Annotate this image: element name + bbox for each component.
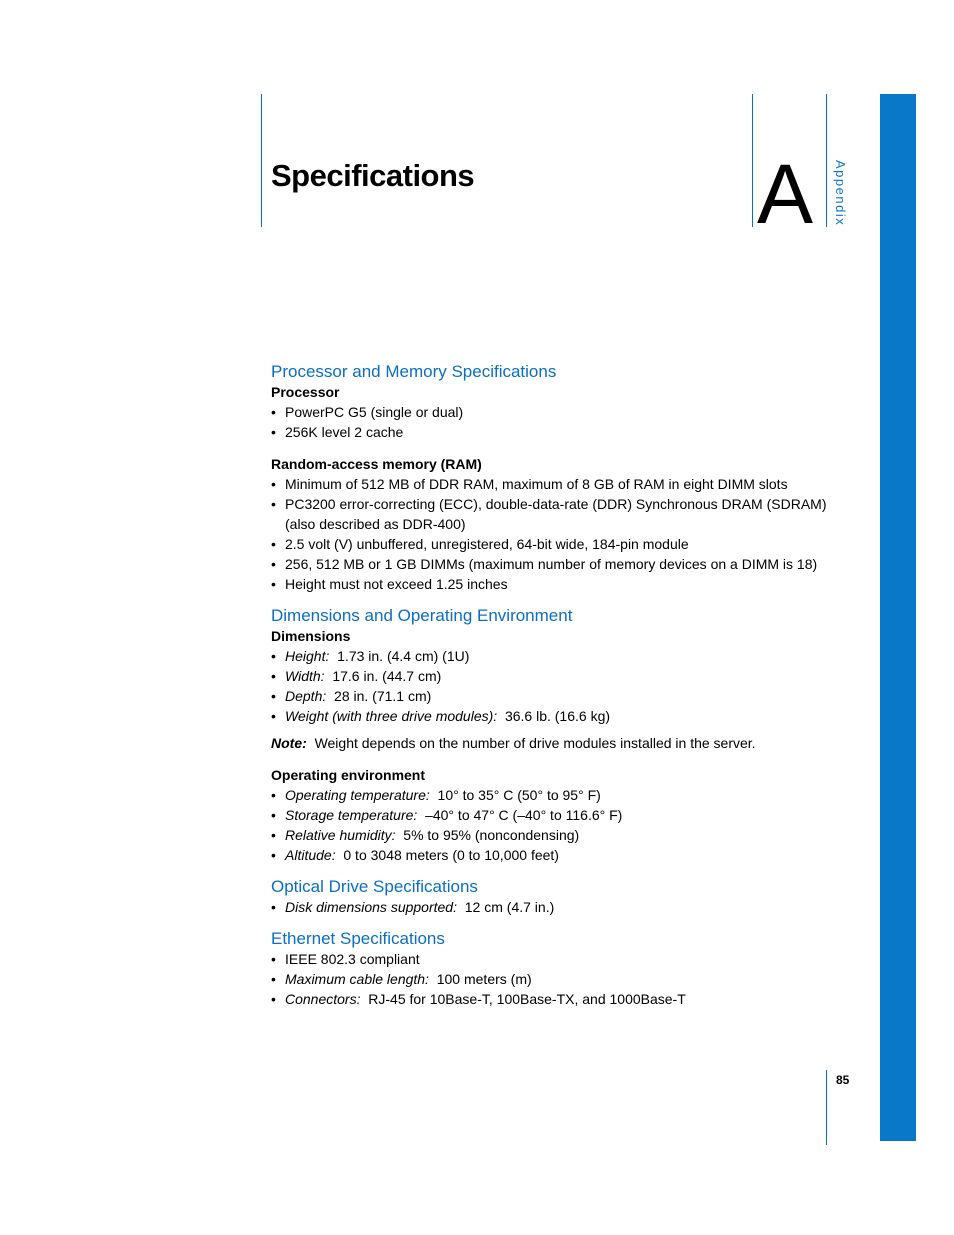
note-label: Note: (271, 735, 307, 751)
list-item: • 2.5 volt (V) unbuffered, unregistered, 64-bit wide, 184-pin module (271, 534, 831, 554)
subheading-processor: Processor (271, 384, 340, 400)
list-item (271, 825, 831, 845)
appendix-letter: A (757, 147, 814, 241)
item-value: 100 meters (m) (436, 971, 532, 987)
list-item: • Height must not exceed 1.25 inches (271, 574, 831, 594)
appendix-rule (826, 94, 827, 227)
dimensions-list (271, 646, 831, 726)
environment-list (271, 785, 831, 865)
item-label: Depth: (285, 688, 327, 704)
item-label: Width: (285, 668, 325, 684)
item-value: 36.6 lb. (16.6 kg) (504, 708, 611, 724)
item-value: 0 to 3048 meters (0 to 10,000 feet) (343, 847, 559, 863)
item-value: 12 cm (4.7 in.) (464, 899, 555, 915)
main-content (271, 362, 831, 1009)
list-item (271, 969, 831, 989)
item-label: Weight (with three drive modules): (285, 708, 498, 724)
item-value: 28 in. (71.1 cm) (334, 688, 432, 704)
item-label: Relative humidity: (285, 827, 396, 843)
subheading-operating-environment: Operating environment (271, 767, 426, 783)
list-item: • IEEE 802.3 compliant (271, 949, 831, 969)
list-item: • Minimum of 512 MB of DDR RAM, maximum of 8 GB of RAM in eight DIMM slots (271, 474, 831, 494)
note-text: Weight depends on the number of drive modules installed in the server. (314, 735, 756, 751)
list-item: • 256K level 2 cache (271, 422, 831, 442)
item-label: Height: (285, 648, 330, 664)
letter-rule (752, 94, 753, 227)
subheading-ram: Random-access memory (RAM) (271, 456, 482, 472)
list-item (271, 845, 831, 865)
section-heading-processor-memory: Processor and Memory Specifications (271, 362, 557, 381)
optical-list (271, 897, 831, 917)
ram-list (271, 474, 831, 594)
item-label: Storage temperature: (285, 807, 418, 823)
item-label: Connectors: (285, 991, 361, 1007)
page-number: 85 (836, 1073, 850, 1087)
section-heading-optical: Optical Drive Specifications (271, 877, 478, 896)
list-item (271, 646, 831, 666)
list-item (271, 897, 831, 917)
list-item (271, 686, 831, 706)
processor-list (271, 402, 831, 442)
item-label: Operating temperature: (285, 787, 430, 803)
item-value: RJ-45 for 10Base-T, 100Base-TX, and 1000Base-T (368, 991, 686, 1007)
item-label: Maximum cable length: (285, 971, 429, 987)
subheading-dimensions: Dimensions (271, 628, 351, 644)
list-item: • PC3200 error-correcting (ECC), double-data-rate (DDR) Synchronous DRAM (SDRAM) (also described as DDR-400) (271, 494, 831, 534)
item-label: Disk dimensions supported: (285, 899, 457, 915)
list-item (271, 989, 831, 1009)
footer-rule (826, 1070, 827, 1145)
note-paragraph (271, 733, 831, 753)
item-value: 5% to 95% (noncondensing) (403, 827, 580, 843)
item-value: –40° to 47° C (–40° to 116.6° F) (425, 807, 623, 823)
list-item (271, 785, 831, 805)
section-heading-ethernet: Ethernet Specifications (271, 929, 445, 948)
list-item (271, 666, 831, 686)
appendix-label: Appendix (833, 160, 848, 227)
list-item: • 256, 512 MB or 1 GB DIMMs (maximum number of memory devices on a DIMM is 18) (271, 554, 831, 574)
chapter-tab-bar (880, 94, 916, 1141)
list-item: • PowerPC G5 (single or dual) (271, 402, 831, 422)
page-title: Specifications (271, 158, 475, 193)
item-value: 1.73 in. (4.4 cm) (1U) (337, 648, 470, 664)
title-left-rule (261, 94, 262, 227)
list-item (271, 805, 831, 825)
ethernet-list (271, 949, 831, 1009)
section-heading-dimensions: Dimensions and Operating Environment (271, 606, 573, 625)
list-item (271, 706, 831, 726)
item-value: 10° to 35° C (50° to 95° F) (437, 787, 601, 803)
item-value: 17.6 in. (44.7 cm) (332, 668, 442, 684)
item-label: Altitude: (285, 847, 336, 863)
